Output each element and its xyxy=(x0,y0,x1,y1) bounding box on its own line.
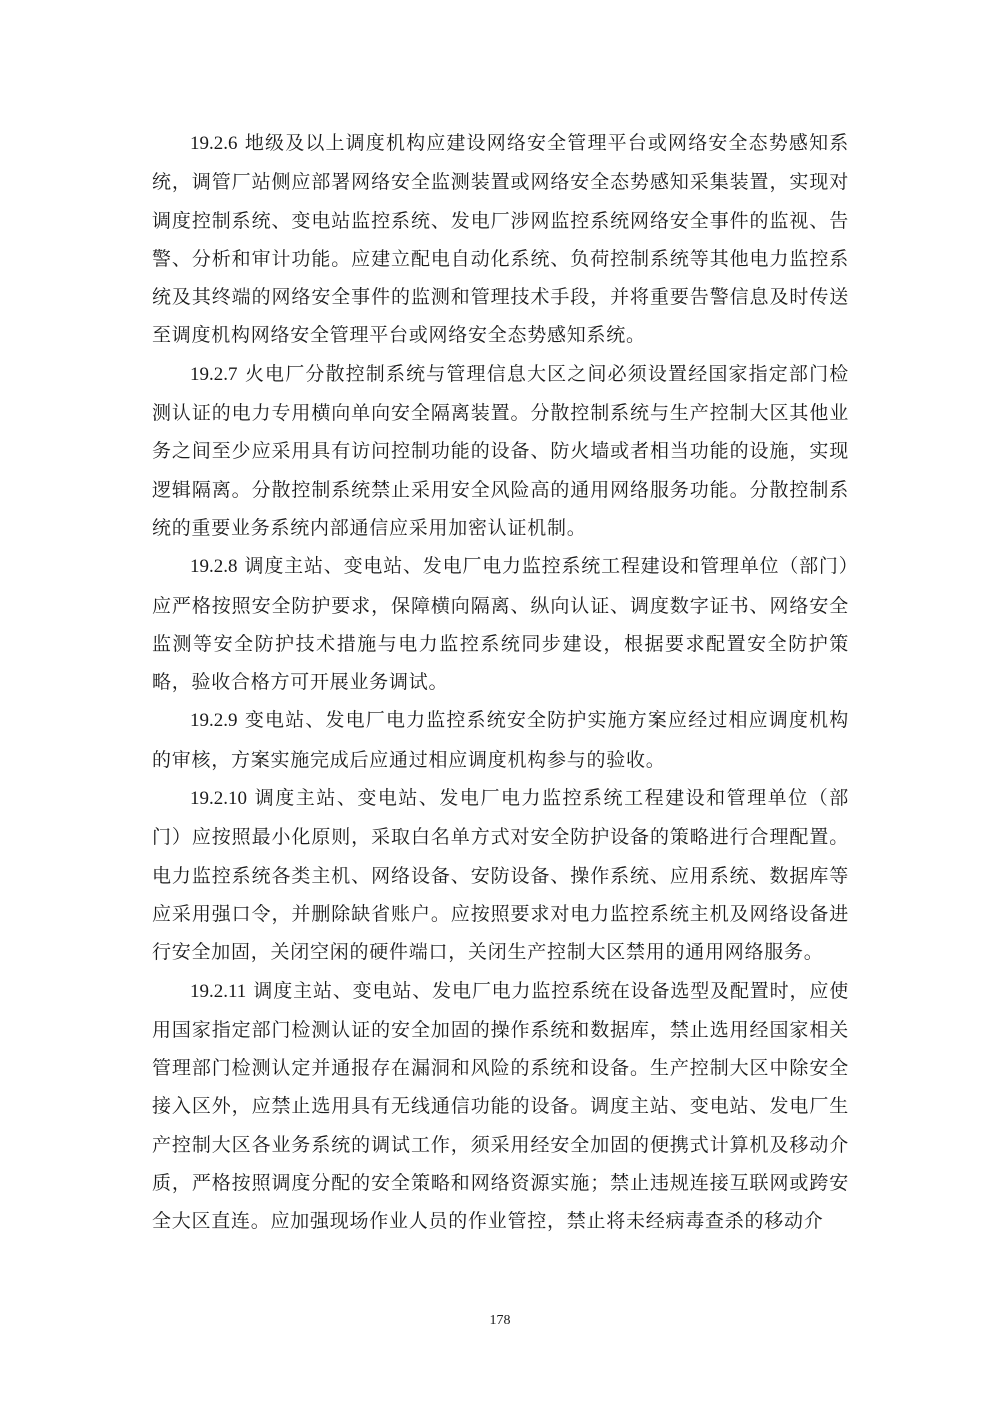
clause-number: 19.2.11 xyxy=(190,980,247,1002)
clause-19-2-8 xyxy=(152,547,849,701)
clause-19-2-7 xyxy=(152,355,849,547)
document-body xyxy=(152,124,849,1241)
clause-number: 19.2.7 xyxy=(190,363,238,385)
clause-text: 变电站、发电厂电力监控系统安全防护实施方案应经过相应调度机构的审核，方案实施完成后应通过相应调度机构参与的验收。 xyxy=(152,709,849,771)
clause-19-2-9 xyxy=(152,701,849,779)
clause-number: 19.2.10 xyxy=(190,788,247,810)
clause-19-2-11 xyxy=(152,972,849,1241)
clause-number: 19.2.9 xyxy=(190,710,238,732)
clause-text: 调度主站、变电站、发电厂电力监控系统在设备选型及配置时，应使用国家指定部门检测认证的安全加固的操作系统和数据库，禁止选用经国家相关管理部门检测认定并通报存在漏洞和风险的系统和设备。生产控制大区中除安全接入区外，应禁止选用具有无线通信功能的设备。调度主站、变电站、发电厂生产控制大区各业务系统的调试工作，须采用经安全加固的便携式计算机及移动介质，严格按照调度分配的安全策略和网络资源实施；禁止违规连接互联网或跨安全大区直连。应加强现场作业人员的作业管控，禁止将未经病毒查杀的移动介 xyxy=(152,979,849,1233)
clause-number: 19.2.8 xyxy=(190,556,238,578)
clause-text: 调度主站、变电站、发电厂电力监控系统工程建设和管理单位（部门）应严格按照安全防护要求，保障横向隔离、纵向认证、调度数字证书、网络安全监测等安全防护技术措施与电力监控系统同步建设，根据要求配置安全防护策略，验收合格方可开展业务调试。 xyxy=(152,555,849,694)
clause-number: 19.2.6 xyxy=(190,133,238,154)
clause-19-2-10 xyxy=(152,779,849,971)
page-number: 178 xyxy=(489,1313,511,1328)
clause-19-2-6 xyxy=(152,124,849,355)
clause-text: 地级及以上调度机构应建设网络安全管理平台或网络安全态势感知系统，调管厂站侧应部署网络安全监测装置或网络安全态势感知采集装置，实现对调度控制系统、变电站监控系统、发电厂涉网监控系统网络安全事件的监视、告警、分析和审计功能。应建立配电自动化系统、负荷控制系统等其他电力监控系统及其终端的网络安全事件的监测和管理技术手段，并将重要告警信息及时传送至调度机构网络安全管理平台或网络安全态势感知系统。 xyxy=(152,132,849,347)
clause-text: 调度主站、变电站、发电厂电力监控系统工程建设和管理单位（部门）应按照最小化原则，采取白名单方式对安全防护设备的策略进行合理配置。电力监控系统各类主机、网络设备、安防设备、操作系统、应用系统、数据库等应采用强口令，并删除缺省账户。应按照要求对电力监控系统主机及网络设备进行安全加固，关闭空闲的硬件端口，关闭生产控制大区禁用的通用网络服务。 xyxy=(152,787,849,964)
clause-text: 火电厂分散控制系统与管理信息大区之间必须设置经国家指定部门检测认证的电力专用横向单向安全隔离装置。分散控制系统与生产控制大区其他业务之间至少应采用具有访问控制功能的设备、防火墙或者相当功能的设施，实现逻辑隔离。分散控制系统禁止采用安全风险高的通用网络服务功能。分散控制系统的重要业务系统内部通信应采用加密认证机制。 xyxy=(152,362,849,539)
